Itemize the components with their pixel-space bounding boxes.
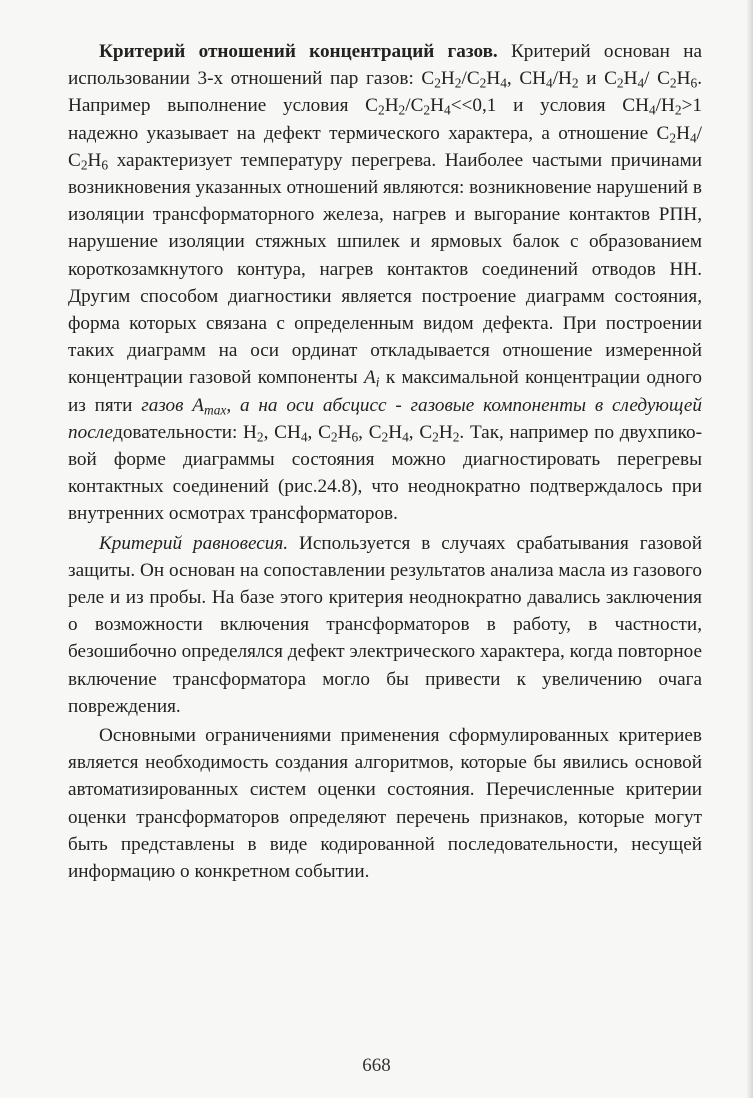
- variable-a-i: $A_i$: [364, 367, 380, 390]
- page-number: 668: [362, 1055, 391, 1076]
- paragraph-equilibrium-criterion: Критерий равновесия. Используется в случаях срабатывания газовой защиты. Он основан на сопоставлении результатов анализа масла из газового реле и из пробы. На базе этого критерия неоднократно давались заключения о возможности включения трансформаторов в работу, в частности, безошибочно определялся дефект электрического характера, когда повторное включение трансформатора могло бы привести к увеличению очага повреждения.: [68, 532, 702, 717]
- variable-a-max: $A_{max}$: [192, 394, 227, 417]
- page-edge-shadow: [747, 0, 753, 1098]
- criterion-heading-equilibrium: Критерий равновесия.: [99, 532, 289, 554]
- criterion-heading-gas-ratio: Критерий отношений концентраций газов.: [99, 41, 498, 62]
- paragraph-gas-ratio-criterion: Критерий отношений концентраций газов. Критерий основан на использовании 3-х отношений пар газов: $C_2H_2/C_2H_4$, $CH_4/H_2$ и $C_2H_4/$ $C_2H_6$. Например выполнение условия $C_2H_2/C_2H_4<<0,1$ и условия $CH_4/H_2>1$ надежно указывает на дефект термического характера, а отношение $C_2H_4/$ $C_2H_6$ характеризует температуру перегрева. Наиболее частыми причинами возникновения указанных отношений являются: возникновение нарушений в изоляции трансформаторного железа, нагрев и выгорание контактов РПН, нарушение изоляции стяжных шпилек и ярмовых балок с образованием короткозамкнутого контура, нагрев контактов соединений отводов НН. Другим способом диагностики является построение диаграмм состояния, форма которых связана с определенным видом дефекта. При построении таких диаграмм на оси ординат откладывается отношение измеренной концентрации газовой компоненты $A_i$ к максимальной концентрации одного из пяти газов $A_{max}$, а на оси абсцисс - газовые компоненты в следующей последовательности: $H_2$, $CH_4$, $C_2H_6$, $C_2H_4$, $C_2H_2$. Так, например по двухпиковой форме диаграммы состояния можно диагностировать перегревы контактных соединений (рис.24.8), что неоднократно подтверждалось при внутренних осмотрах трансформаторов.: [68, 41, 702, 525]
- body-text: [68, 38, 702, 885]
- paragraph-limitations: Основными ограничениями применения сформулированных критериев является необходимость создания алгоритмов, которые бы явились основой автоматизированных систем оценки состояния. Перечисленные критерии оценки трансформаторов определяют перечень признаков, которые могут быть представлены в виде кодированной последовательности, несущей информацию о конкретном событии.: [68, 725, 702, 883]
